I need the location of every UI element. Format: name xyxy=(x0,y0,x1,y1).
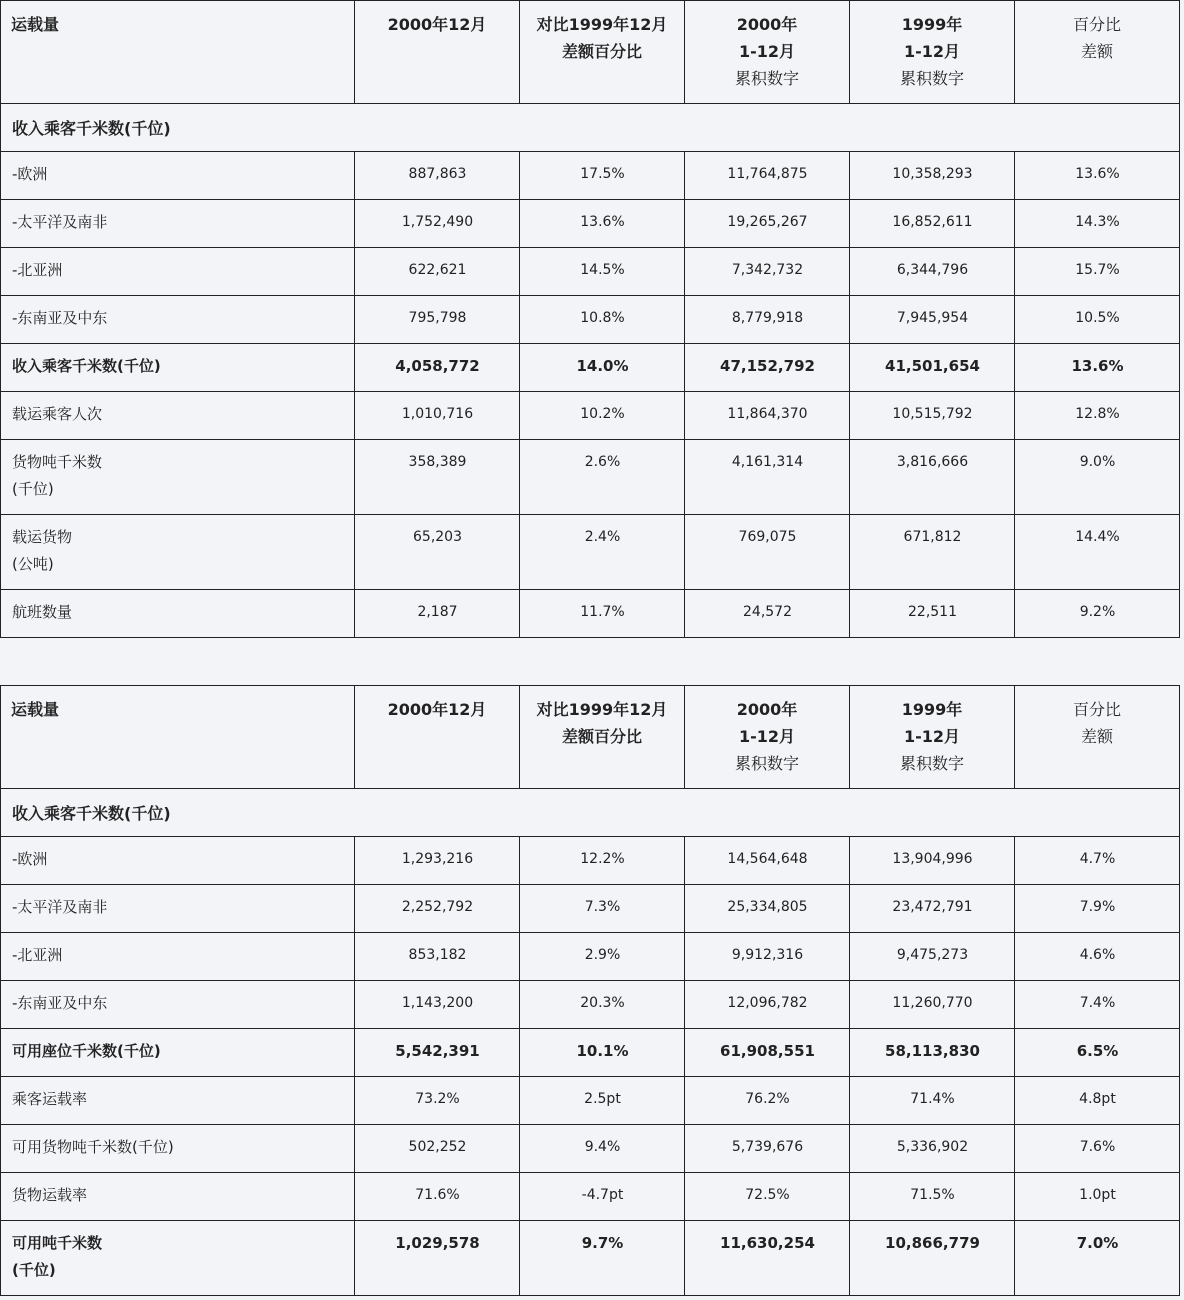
row-value: 5,542,391 xyxy=(355,1029,520,1077)
header-col1: 2000年12月 xyxy=(355,686,520,789)
row-value: 11.7% xyxy=(520,590,685,638)
row-label: 货物吨千米数 (千位) xyxy=(1,440,355,515)
row-label: -欧洲 xyxy=(1,152,355,200)
row-value: 10.2% xyxy=(520,392,685,440)
row-value: 10.1% xyxy=(520,1029,685,1077)
table-row xyxy=(1,590,1180,638)
row-value: 3,816,666 xyxy=(850,440,1015,515)
row-value: 13,904,996 xyxy=(850,837,1015,885)
row-value: 853,182 xyxy=(355,933,520,981)
row-value: 9.2% xyxy=(1015,590,1180,638)
header-row xyxy=(1,686,1180,789)
row-value: 65,203 xyxy=(355,515,520,590)
table-row xyxy=(1,1029,1180,1077)
row-value: 2.4% xyxy=(520,515,685,590)
row-value: 16,852,611 xyxy=(850,200,1015,248)
row-label: 载运乘客人次 xyxy=(1,392,355,440)
row-value: 20.3% xyxy=(520,981,685,1029)
row-value: 9,912,316 xyxy=(685,933,850,981)
row-value: 10,866,779 xyxy=(850,1221,1015,1296)
row-value: 622,621 xyxy=(355,248,520,296)
row-value: 10,358,293 xyxy=(850,152,1015,200)
row-value: 7,342,732 xyxy=(685,248,850,296)
row-value: 4.7% xyxy=(1015,837,1180,885)
row-value: 1,010,716 xyxy=(355,392,520,440)
row-value: 25,334,805 xyxy=(685,885,850,933)
section-title: 收入乘客千米数(千位) xyxy=(1,104,1180,152)
row-value: 22,511 xyxy=(850,590,1015,638)
row-value: 11,864,370 xyxy=(685,392,850,440)
row-label: 可用货物吨千米数(千位) xyxy=(1,1125,355,1173)
table-row xyxy=(1,1125,1180,1173)
row-value: 1,752,490 xyxy=(355,200,520,248)
row-value: 17.5% xyxy=(520,152,685,200)
row-value: 14,564,648 xyxy=(685,837,850,885)
row-value: 72.5% xyxy=(685,1173,850,1221)
table-row xyxy=(1,885,1180,933)
row-value: 76.2% xyxy=(685,1077,850,1125)
row-label: -太平洋及南非 xyxy=(1,200,355,248)
table-row xyxy=(1,296,1180,344)
row-value: 4,161,314 xyxy=(685,440,850,515)
traffic-table-1 xyxy=(0,0,1180,638)
row-value: 9.7% xyxy=(520,1221,685,1296)
row-value: 2.9% xyxy=(520,933,685,981)
row-value: 7,945,954 xyxy=(850,296,1015,344)
row-value: 19,265,267 xyxy=(685,200,850,248)
row-value: 15.7% xyxy=(1015,248,1180,296)
table-row xyxy=(1,933,1180,981)
row-value: 58,113,830 xyxy=(850,1029,1015,1077)
row-label: 收入乘客千米数(千位) xyxy=(1,344,355,392)
row-value: 4.6% xyxy=(1015,933,1180,981)
table-row xyxy=(1,1173,1180,1221)
header-col4: 1999年 1-12月 累积数字 xyxy=(850,1,1015,104)
header-col5: 百分比 差额 xyxy=(1015,686,1180,789)
row-value: 71.5% xyxy=(850,1173,1015,1221)
table-row xyxy=(1,981,1180,1029)
row-value: 9,475,273 xyxy=(850,933,1015,981)
row-value: 7.6% xyxy=(1015,1125,1180,1173)
row-value: 11,630,254 xyxy=(685,1221,850,1296)
table-row xyxy=(1,440,1180,515)
row-value: 10,515,792 xyxy=(850,392,1015,440)
section-row xyxy=(1,789,1180,837)
row-value: 24,572 xyxy=(685,590,850,638)
row-value: 7.0% xyxy=(1015,1221,1180,1296)
table-row xyxy=(1,152,1180,200)
header-col0: 运载量 xyxy=(1,686,355,789)
row-value: 358,389 xyxy=(355,440,520,515)
header-col0: 运载量 xyxy=(1,1,355,104)
row-label: 乘客运载率 xyxy=(1,1077,355,1125)
row-value: 12,096,782 xyxy=(685,981,850,1029)
table-row xyxy=(1,515,1180,590)
row-value: 23,472,791 xyxy=(850,885,1015,933)
table-row xyxy=(1,248,1180,296)
row-value: 4.8pt xyxy=(1015,1077,1180,1125)
table-row xyxy=(1,392,1180,440)
row-value: 12.8% xyxy=(1015,392,1180,440)
row-value: 9.4% xyxy=(520,1125,685,1173)
row-value: 7.3% xyxy=(520,885,685,933)
row-value: 2.6% xyxy=(520,440,685,515)
row-value: 71.6% xyxy=(355,1173,520,1221)
row-value: -4.7pt xyxy=(520,1173,685,1221)
row-value: 4,058,772 xyxy=(355,344,520,392)
row-value: 5,336,902 xyxy=(850,1125,1015,1173)
row-value: 887,863 xyxy=(355,152,520,200)
row-value: 41,501,654 xyxy=(850,344,1015,392)
table-row xyxy=(1,344,1180,392)
row-label: -东南亚及中东 xyxy=(1,981,355,1029)
header-col3: 2000年 1-12月 累积数字 xyxy=(685,1,850,104)
row-value: 1,029,578 xyxy=(355,1221,520,1296)
row-value: 9.0% xyxy=(1015,440,1180,515)
row-value: 7.4% xyxy=(1015,981,1180,1029)
row-value: 1.0pt xyxy=(1015,1173,1180,1221)
row-value: 13.6% xyxy=(1015,344,1180,392)
row-label: 货物运载率 xyxy=(1,1173,355,1221)
row-value: 11,764,875 xyxy=(685,152,850,200)
table-row xyxy=(1,837,1180,885)
row-value: 671,812 xyxy=(850,515,1015,590)
header-col2: 对比1999年12月 差额百分比 xyxy=(520,686,685,789)
header-row xyxy=(1,1,1180,104)
row-value: 14.4% xyxy=(1015,515,1180,590)
row-value: 8,779,918 xyxy=(685,296,850,344)
row-value: 13.6% xyxy=(1015,152,1180,200)
row-value: 2,252,792 xyxy=(355,885,520,933)
row-value: 6.5% xyxy=(1015,1029,1180,1077)
row-value: 7.9% xyxy=(1015,885,1180,933)
table-row xyxy=(1,1221,1180,1296)
row-label: -欧洲 xyxy=(1,837,355,885)
row-value: 71.4% xyxy=(850,1077,1015,1125)
table-row xyxy=(1,200,1180,248)
row-label: -北亚洲 xyxy=(1,248,355,296)
row-label: -北亚洲 xyxy=(1,933,355,981)
row-value: 14.3% xyxy=(1015,200,1180,248)
row-value: 73.2% xyxy=(355,1077,520,1125)
section-title: 收入乘客千米数(千位) xyxy=(1,789,1180,837)
row-value: 11,260,770 xyxy=(850,981,1015,1029)
header-col4: 1999年 1-12月 累积数字 xyxy=(850,686,1015,789)
row-label: -东南亚及中东 xyxy=(1,296,355,344)
header-col3: 2000年 1-12月 累积数字 xyxy=(685,686,850,789)
header-col2: 对比1999年12月 差额百分比 xyxy=(520,1,685,104)
header-col1: 2000年12月 xyxy=(355,1,520,104)
row-value: 502,252 xyxy=(355,1125,520,1173)
row-value: 13.6% xyxy=(520,200,685,248)
section-row xyxy=(1,104,1180,152)
row-value: 769,075 xyxy=(685,515,850,590)
table-row xyxy=(1,1077,1180,1125)
row-value: 6,344,796 xyxy=(850,248,1015,296)
header-col5: 百分比 差额 xyxy=(1015,1,1180,104)
row-label: 航班数量 xyxy=(1,590,355,638)
row-value: 47,152,792 xyxy=(685,344,850,392)
row-value: 2,187 xyxy=(355,590,520,638)
row-value: 1,293,216 xyxy=(355,837,520,885)
row-value: 10.8% xyxy=(520,296,685,344)
row-value: 795,798 xyxy=(355,296,520,344)
row-label: 可用座位千米数(千位) xyxy=(1,1029,355,1077)
row-value: 14.5% xyxy=(520,248,685,296)
row-value: 1,143,200 xyxy=(355,981,520,1029)
row-value: 12.2% xyxy=(520,837,685,885)
row-value: 5,739,676 xyxy=(685,1125,850,1173)
row-value: 61,908,551 xyxy=(685,1029,850,1077)
row-value: 2.5pt xyxy=(520,1077,685,1125)
row-value: 10.5% xyxy=(1015,296,1180,344)
row-value: 14.0% xyxy=(520,344,685,392)
row-label: -太平洋及南非 xyxy=(1,885,355,933)
traffic-table-2 xyxy=(0,685,1180,1296)
row-label: 载运货物 (公吨) xyxy=(1,515,355,590)
row-label: 可用吨千米数 (千位) xyxy=(1,1221,355,1296)
